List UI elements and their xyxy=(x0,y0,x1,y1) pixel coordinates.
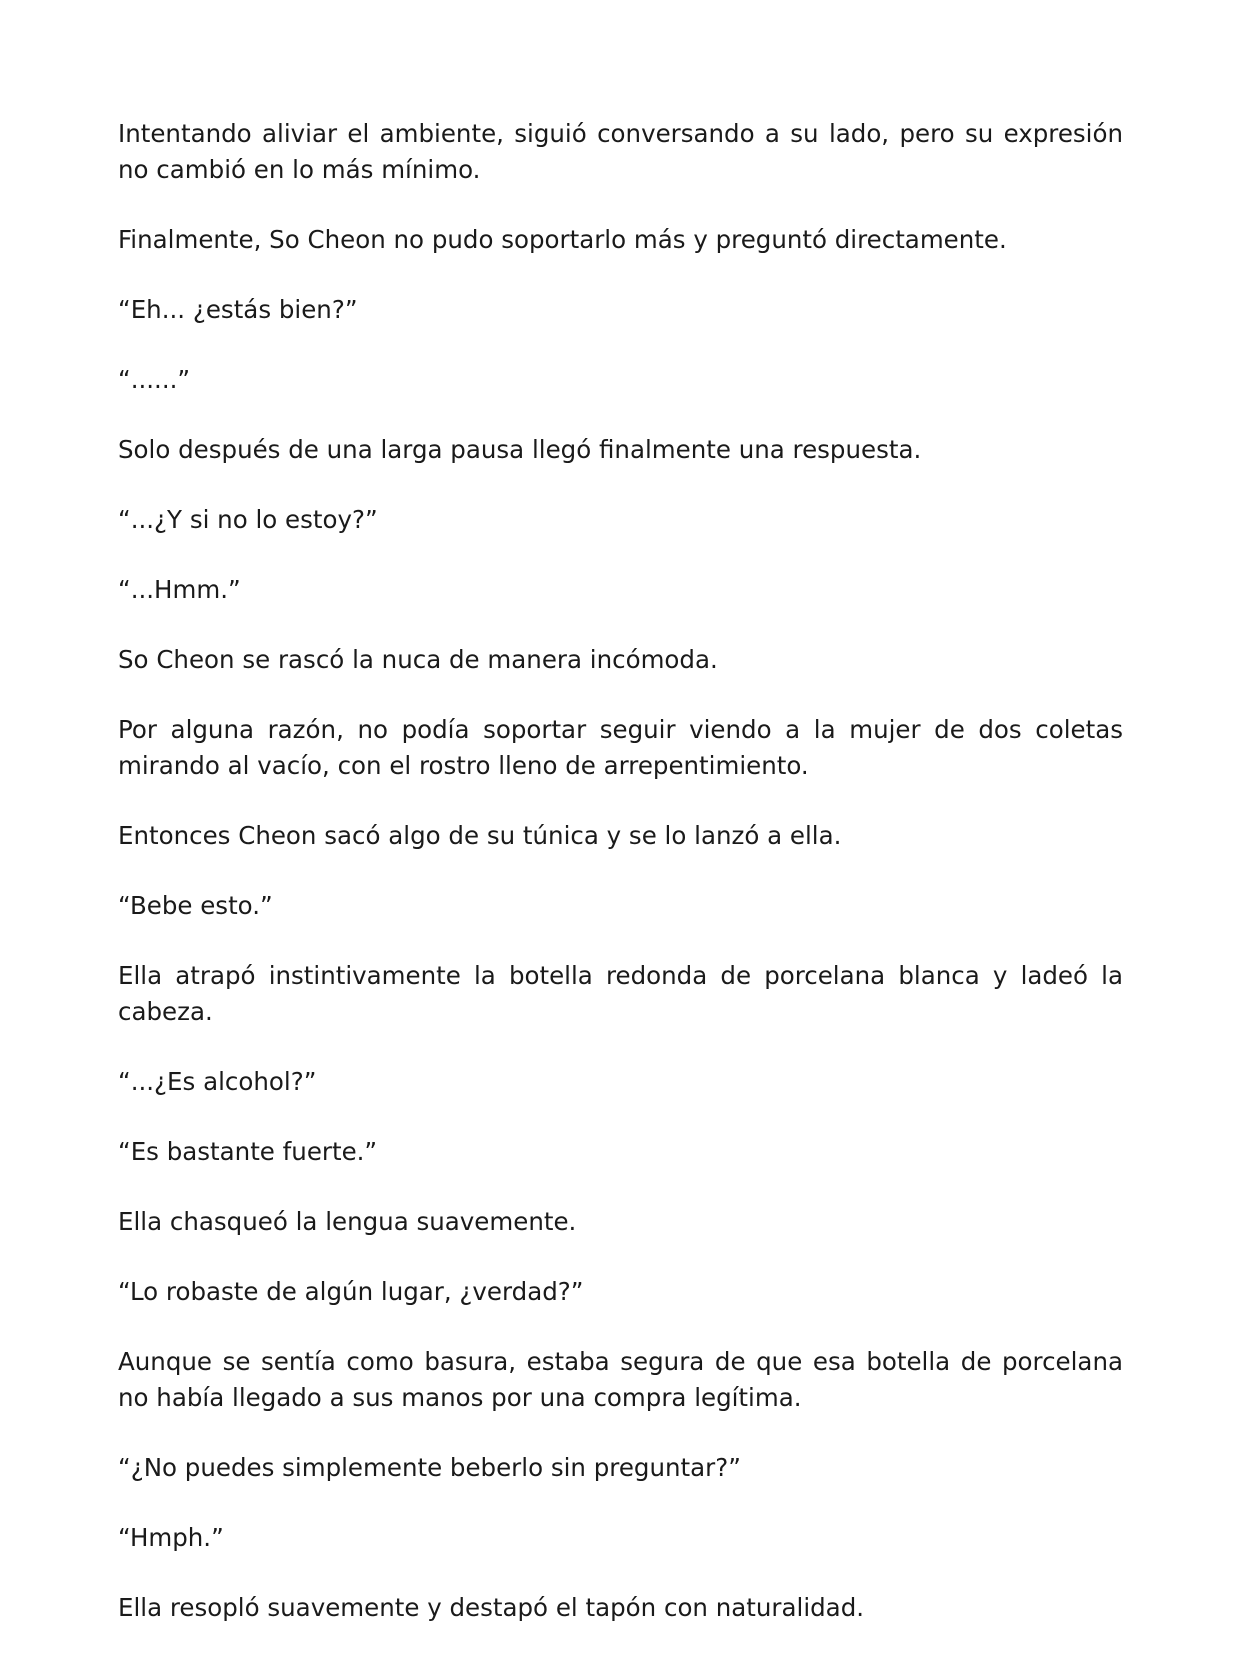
paragraph: So Cheon se rascó la nuca de manera incómoda. xyxy=(118,645,718,674)
paragraph: Entonces Cheon sacó algo de su túnica y se lo lanzó a ella. xyxy=(118,821,842,850)
paragraph: Por alguna razón, no podía soportar seguir viendo a la mujer de dos coletas mirando al vacío, con el rostro lleno de arrepentimiento. xyxy=(118,715,1123,780)
dialogue-line: “...Hmm.” xyxy=(118,575,241,604)
paragraph: Ella atrapó instintivamente la botella redonda de porcelana blanca y ladeó la cabeza. xyxy=(118,961,1123,1026)
dialogue-line: “¿No puedes simplemente beberlo sin preguntar?” xyxy=(118,1453,741,1482)
dialogue-line: “......” xyxy=(118,365,191,394)
dialogue-line: “Es bastante fuerte.” xyxy=(118,1137,378,1166)
dialogue-line: “...¿Y si no lo estoy?” xyxy=(118,505,378,534)
dialogue-line: “Lo robaste de algún lugar, ¿verdad?” xyxy=(118,1277,584,1306)
dialogue-line: “Hmph.” xyxy=(118,1523,224,1552)
paragraph: Aunque se sentía como basura, estaba segura de que esa botella de porcelana no había llegado a sus manos por una compra legítima. xyxy=(118,1347,1123,1412)
paragraph: Solo después de una larga pausa llegó finalmente una respuesta. xyxy=(118,435,922,464)
paragraph: Ella chasqueó la lengua suavemente. xyxy=(118,1207,577,1236)
dialogue-line: “Bebe esto.” xyxy=(118,891,273,920)
paragraph: Intentando aliviar el ambiente, siguió conversando a su lado, pero su expresión no cambió en lo más mínimo. xyxy=(118,119,1123,184)
paragraph: Ella resopló suavemente y destapó el tapón con naturalidad. xyxy=(118,1593,865,1622)
text-body xyxy=(118,116,1123,1660)
paragraph: Finalmente, So Cheon no pudo soportarlo más y preguntó directamente. xyxy=(118,225,1007,254)
dialogue-line: “Eh... ¿estás bien?” xyxy=(118,295,358,324)
dialogue-line: “...¿Es alcohol?” xyxy=(118,1067,317,1096)
